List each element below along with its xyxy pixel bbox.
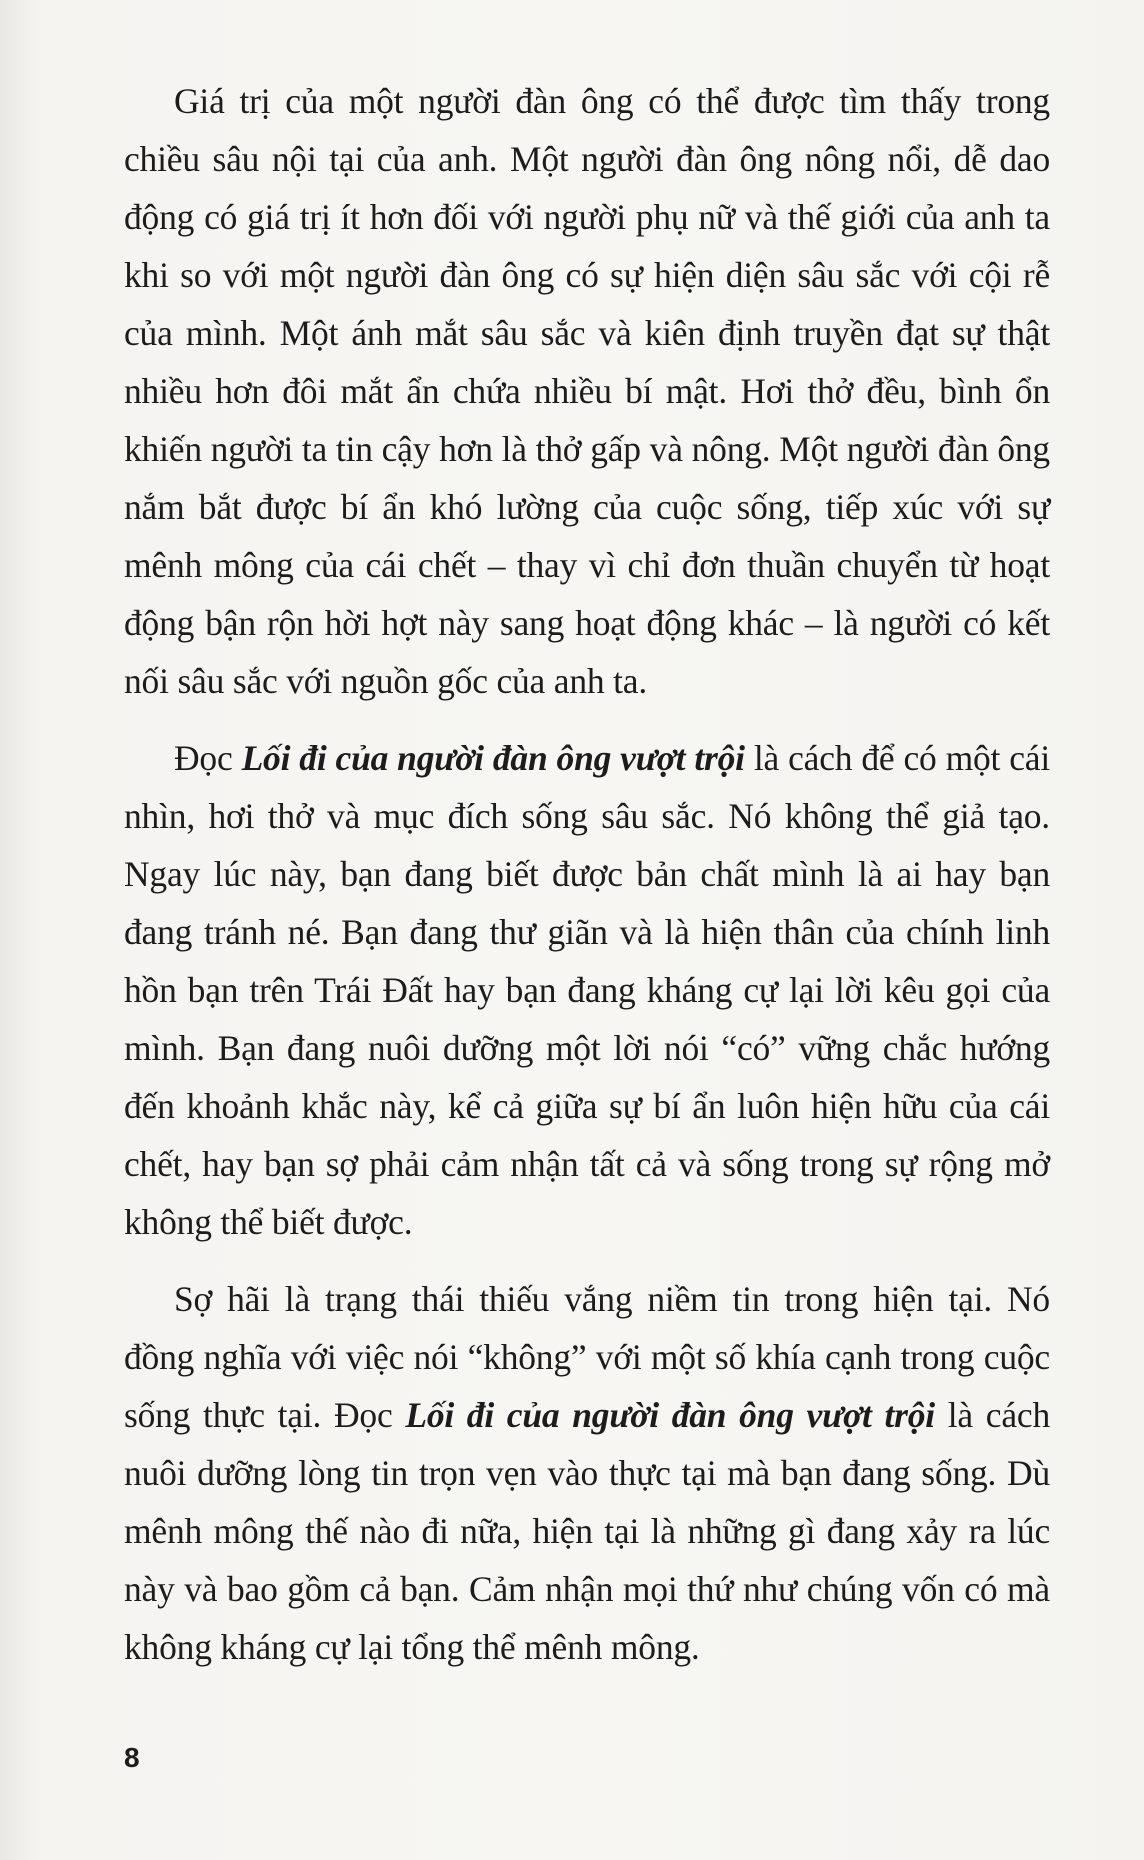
paragraph-3-lead: Sợ hãi là trạng thái thiếu vắng niềm tin trong hiện tại. Nó đồng nghĩa với việc nói “không” với một số khía cạnh trong cuộc sống thực tại. Đọc (124, 1279, 1050, 1435)
paragraph-2-lead: Đọc (174, 738, 242, 778)
book-title-italic: Lối đi của người đàn ông vượt trội (405, 1395, 935, 1435)
paragraph-1 (124, 72, 1050, 710)
paragraph-3-rest: là cách nuôi dưỡng lòng tin trọn vẹn vào thực tại mà bạn đang sống. Dù mênh mông thế nào đi nữa, hiện tại là những gì đang xảy ra lúc này và bao gồm cả bạn. Cảm nhận mọi thứ như chúng vốn có mà không kháng cự lại tổng thể mênh mông. (124, 1395, 1050, 1667)
body-text (124, 72, 1050, 1676)
page-number: 8 (124, 1742, 140, 1773)
paragraph-1-text: Giá trị của một người đàn ông có thể được tìm thấy trong chiều sâu nội tại của anh. Một người đàn ông nông nổi, dễ dao động có giá trị ít hơn đối với người phụ nữ và thế giới của anh ta khi so với một người đàn ông có sự hiện diện sâu sắc với cội rễ của mình. Một ánh mắt sâu sắc và kiên định truyền đạt sự thật nhiều hơn đôi mắt ẩn chứa nhiều bí mật. Hơi thở đều, bình ổn khiến người ta tin cậy hơn là thở gấp và nông. Một người đàn ông nắm bắt được bí ẩn khó lường của cuộc sống, tiếp xúc với sự mênh mông của cái chết – thay vì chỉ đơn thuần chuyển từ hoạt động bận rộn hời hợt này sang hoạt động khác – là người có kết nối sâu sắc với nguồn gốc của anh ta. (124, 81, 1050, 701)
paragraph-2-rest: là cách để có một cái nhìn, hơi thở và mục đích sống sâu sắc. Nó không thể giả tạo. Ngay lúc này, bạn đang biết được bản chất mình là ai hay bạn đang tránh né. Bạn đang thư giãn và là hiện thân của chính linh hồn bạn trên Trái Đất hay bạn đang kháng cự lại lời kêu gọi của mình. Bạn đang nuôi dưỡng một lời nói “có” vững chắc hướng đến khoảnh khắc này, kể cả giữa sự bí ẩn luôn hiện hữu của cái chết, hay bạn sợ phải cảm nhận tất cả và sống trong sự rộng mở không thể biết được. (124, 738, 1050, 1242)
book-title-italic: Lối đi của người đàn ông vượt trội (241, 738, 745, 778)
paragraph-3 (124, 1270, 1050, 1676)
paragraph-2 (124, 729, 1050, 1251)
